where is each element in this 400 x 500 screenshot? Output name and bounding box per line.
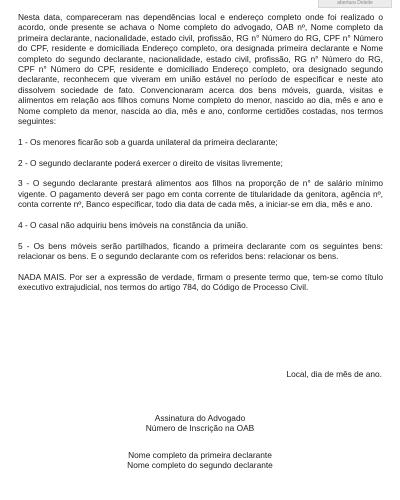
clause-2: 2 - O segundo declarante poderá exercer o direito de visitas livremente; — [18, 157, 283, 168]
corner-stamp: abertura Deleite — [318, 0, 392, 8]
lawyer-oab-label: Número de Inscrição na OAB — [145, 423, 255, 434]
closing-statement: NADA MAIS. Por ser a expressão de verdade, firmam o presente termo que, tem-se como título executivo extrajudicial, nos termos do artigo 784, do Código de Processo Civil. — [18, 272, 383, 293]
document-body — [18, 12, 383, 303]
clause-3: 3 - O segundo declarante prestará alimentos aos filhos na proporção de n° de salário mínimo vigente. O pagamento deverá ser pago em conta corrente de titularidade da genitora, agência nº, conta corrente nº, Banco especificar, todo dia data de cada mês, a iniciar-se em dia, mês e ano. — [18, 178, 383, 210]
clause-5: 5 - Os bens móveis serão partilhados, ficando a primeira declarante com os seguintes bens: relacionar os bens. E o segundo declarante com os referidos bens: relacionar os bens. — [18, 240, 383, 262]
lawyer-signature-label: Assinatura do Advogado — [154, 413, 246, 423]
clause-4: 4 - O casal não adquiriu bens imóveis na constância da união. — [18, 220, 249, 231]
lawyer-signature-block — [0, 413, 400, 434]
intro-paragraph: Nesta data, compareceram nas dependências local e endereço completo onde foi realizado o acordo, onde presente se achava o Nome completo do advogado, OAB nº, Nome completo da primeira declarante, nacionalidade, estado civil, profissão, RG n° Número do RG, CPF n° Número do CPF, residente e domiciliada Endereço completo, ora designada primeira declarante e Nome completo do segundo declarante, nacionalidade, estado civil, profissão, RG n° Número do RG, CPF n° Número do CPF, residente e domiciliado Endereço completo, ora designado segundo declarante, reconhecem que viveram em união estável no período de especificar e neste ato dissolvem sociedade de fato. Convencionaram acerca dos bens móveis, guarda, visitas e alimentos em relação aos filhos comuns Nome completo do menor, nascido ao dia, mês e ano e Nome completo da menor, nascida ao dia, mês e ano, conforme certidões costadas, nos termos seguintes: — [18, 12, 383, 127]
second-party-name: Nome completo do segundo declarante — [127, 460, 273, 471]
parties-signature-block — [0, 450, 400, 471]
place-date: Local, dia de mês de ano. — [286, 369, 382, 379]
first-party-name: Nome completo da primeira declarante — [128, 450, 272, 460]
clause-1: 1 - Os menores ficarão sob a guarda unilateral da primeira declarante; — [18, 136, 278, 147]
